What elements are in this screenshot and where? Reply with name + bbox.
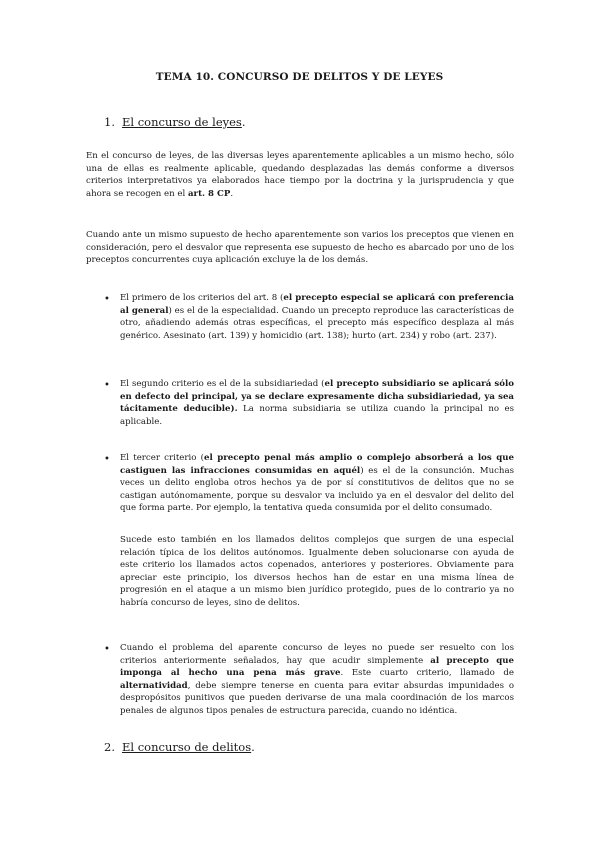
bullet-text: El primero de los criterios del art. 8 ( bbox=[120, 293, 284, 303]
section-title: El concurso de leyes bbox=[122, 115, 242, 129]
bullet-text: ) es el de la consunción. Muchas veces un delito engloba otros hechos ya de por sí constitutivos de delitos que no se castigan autónomamente, porque su desvalor va incluido ya en el desvalor del delito del que forma parte. Por ejemplo, la tentativa queda consumida por el delito consumado. bbox=[120, 465, 514, 514]
bullet-item-alternatividad bbox=[120, 642, 514, 718]
section-heading-2 bbox=[104, 740, 255, 754]
bullet-bold-text: el precepto especial se aplicará con preferencia al general bbox=[120, 293, 514, 316]
bullet-bold-text: alternatividad bbox=[120, 680, 188, 691]
bullet-item-especialidad bbox=[120, 292, 514, 342]
bullet-bold-text: al precepto que imponga al hecho una pena más grave bbox=[120, 655, 514, 679]
bullet-marker: • bbox=[104, 454, 110, 465]
intro-text-end: . bbox=[230, 188, 234, 199]
intro-text: En el concurso de leyes, de las diversas leyes aparentemente aplicables a un mismo hecho, sólo una de ellas es realmente aplicable, quedando desplazadas las demás conforme a diversos criterios interpretativos ya elaborados hace tiempo por la doctrina y la jurisprudencia y que ahora se recogen en el bbox=[86, 151, 514, 199]
bullet-text: ) es el de la especialidad. Cuando un precepto reproduce las características de otro, añadiendo además otras específicas, el precepto más específico desplaza al más genérico. Asesinato (art. 139) y homicidio (art. 138); hurto (art. 234) y robo (art. 237). bbox=[120, 305, 514, 341]
intro-paragraph-1 bbox=[86, 150, 514, 200]
section-title-period: . bbox=[241, 115, 246, 129]
bullet-item-subsidiariedad bbox=[120, 378, 514, 428]
bullet-text: La norma subsidiaria se utiliza cuando la principal no es aplicable. bbox=[120, 404, 514, 427]
bullet-text: Sucede esto también en los llamados delitos complejos que surgen de una especial relación típica de los delitos autónomos. Igualmente deben solucionarse con ayuda de este criterio los llamados actos copenados, anteriores y posteriores. Obviamente para apreciar este principio, los diversos hechos han de estar en una misma línea de progresión en el ataque a un mismo bien jurídico protegido, pues de lo contrario ya no habría concurso de leyes, sino de delitos. bbox=[120, 535, 514, 608]
bullet-text: Cuando el problema del aparente concurso de leyes no puede ser resuelto con los criterios anteriormente señalados, hay que acudir simplemente bbox=[120, 643, 514, 666]
section-title: El concurso de delitos bbox=[122, 740, 252, 754]
section-title-period: . bbox=[251, 740, 255, 754]
bullet-bold-text: el precepto penal más amplio o complejo absorberá a los que castiguen las infracciones consumidas en aquél bbox=[120, 453, 514, 476]
page-title: TEMA 10. CONCURSO DE DELITOS Y DE LEYES bbox=[155, 71, 444, 83]
section-heading-1 bbox=[104, 115, 246, 129]
intro-text: Cuando ante un mismo supuesto de hecho aparentemente son varios los preceptos que vienen en consideración, pero el desvalor que representa ese supuesto de hecho es abarcado por uno de los preceptos concurrentes cuya aplicación excluye la de los demás. bbox=[86, 230, 514, 266]
bullet-marker: • bbox=[104, 644, 110, 655]
article-reference: art. 8 CP bbox=[187, 188, 231, 199]
section-number: 1. bbox=[104, 115, 115, 129]
bullet-marker: • bbox=[104, 294, 110, 305]
bullet-marker: • bbox=[104, 380, 110, 391]
intro-paragraph-2 bbox=[86, 229, 514, 267]
bullet-text: . Este cuarto criterio, llamado de bbox=[340, 668, 514, 679]
bullet-text: El segundo criterio es el de la subsidiariedad ( bbox=[120, 379, 325, 389]
bullet-text: , debe siempre tenerse en cuenta para evitar absurdas impunidades o despropósitos punitivos que pueden derivarse de una mala coordinación de los marcos penales de algunos tipos penales de estructura parecida, cuando no idéntica. bbox=[120, 680, 514, 716]
section-number: 2. bbox=[104, 740, 115, 754]
bullet-bold-text: el precepto subsidiario se aplicará sólo en defecto del principal, ya se declare expresamente dicha subsidiariedad, ya sea tácitamente deducible). bbox=[120, 379, 515, 415]
bullet-item-consuncion bbox=[120, 452, 514, 515]
bullet-text: El tercer criterio ( bbox=[120, 453, 205, 463]
bullet-continuation-paragraph bbox=[120, 534, 514, 610]
